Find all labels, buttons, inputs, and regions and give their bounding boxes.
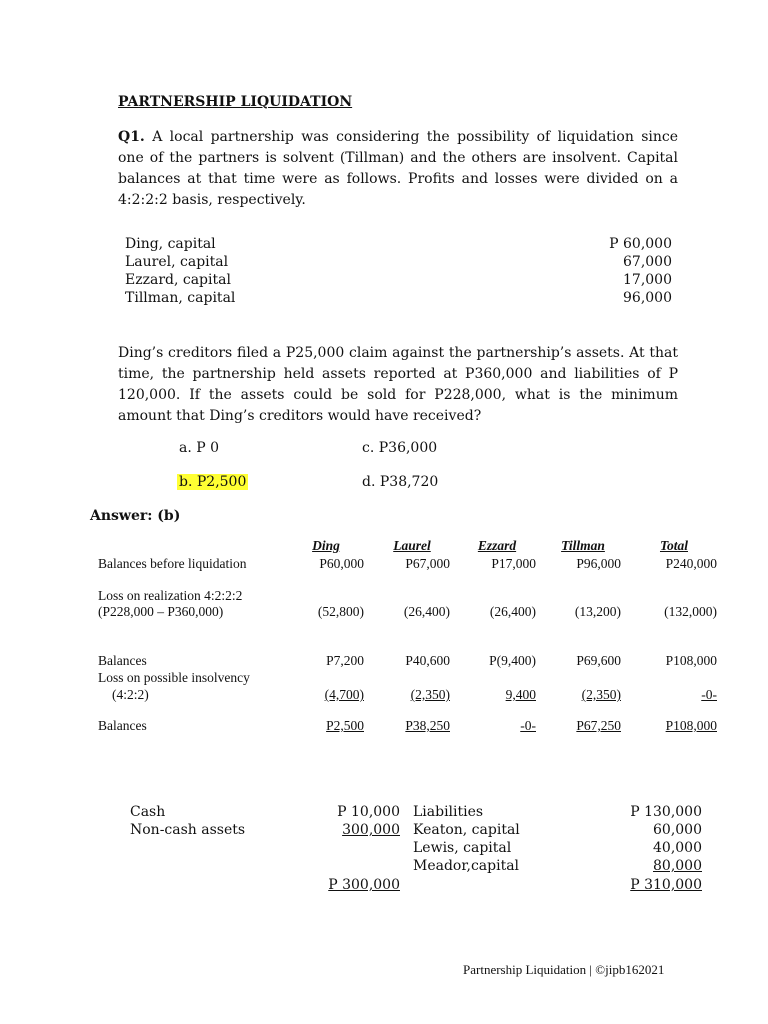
asset-value: 300,000 [342, 822, 400, 838]
choice-d: d. P38,720 [362, 474, 439, 490]
question-number: Q1. [118, 129, 145, 145]
column-header-total: Total [659, 538, 688, 553]
cell: (52,800) [317, 604, 364, 619]
capital-value: P 60,000 [609, 236, 672, 252]
cell: P60,000 [319, 556, 364, 571]
capital-value: 67,000 [623, 254, 672, 270]
cell: (4,700) [324, 687, 364, 702]
cell: -0- [520, 718, 536, 733]
column-header-ding: Ding [312, 538, 340, 553]
cell: P108,000 [665, 653, 717, 668]
cell: P67,250 [576, 718, 621, 733]
liability-label: Keaton, capital [413, 822, 520, 838]
capital-label: Ezzard, capital [125, 272, 231, 288]
cell: (2,350) [581, 687, 621, 702]
choice-b-highlighted: b. P2,500 [179, 474, 247, 490]
column-header-ezzard: Ezzard [477, 538, 517, 553]
choice-a: a. P 0 [179, 440, 220, 456]
cell: P2,500 [326, 718, 364, 733]
capital-value: 17,000 [623, 272, 672, 288]
capital-label: Ding, capital [125, 236, 216, 252]
page-heading: PARTNERSHIP LIQUIDATION [118, 94, 353, 110]
cell: -0- [701, 687, 717, 702]
cell: (132,000) [664, 604, 717, 619]
capital-label: Laurel, capital [125, 254, 229, 270]
column-header-tillman: Tillman [561, 538, 605, 553]
cell: P17,000 [491, 556, 536, 571]
cell: P7,200 [326, 653, 364, 668]
liability-value: 80,000 [653, 858, 702, 874]
question-text: Ding’s creditors filed a P25,000 claim against the partnership’s assets. At that time, the partnership held assets reported at P360,000 and liabilities of P 120,000. If the assets could be sold for P228,000, what is the minimum amount that Ding’s creditors would have received? [118, 345, 678, 424]
row-label: Loss on possible insolvency [98, 670, 250, 685]
cell: P(9,400) [489, 653, 536, 668]
row-sublabel: (P228,000 – P360,000) [98, 604, 224, 619]
cell: (13,200) [574, 604, 621, 619]
row-label: Balances [98, 653, 147, 668]
row-label: Balances [98, 718, 147, 733]
liability-label: Meador,capital [413, 858, 520, 874]
asset-value: P 10,000 [337, 804, 400, 820]
cell: (26,400) [403, 604, 450, 619]
asset-label: Cash [130, 804, 166, 820]
cell: P69,600 [576, 653, 621, 668]
cell: 9,400 [505, 687, 536, 702]
cell: P40,600 [405, 653, 450, 668]
answer-label: Answer: (b) [90, 508, 181, 524]
cell: P108,000 [665, 718, 717, 733]
liability-value: 40,000 [653, 840, 702, 856]
cell: (26,400) [489, 604, 536, 619]
choice-c: c. P36,000 [362, 440, 438, 456]
cell: P96,000 [576, 556, 621, 571]
liability-value: P 130,000 [630, 804, 702, 820]
cell: P38,250 [405, 718, 450, 733]
liability-label: Liabilities [413, 804, 484, 820]
row-label: Balances before liquidation [98, 556, 247, 571]
row-sublabel: (4:2:2) [112, 687, 149, 702]
cell: (2,350) [410, 687, 450, 702]
liability-value: 60,000 [653, 822, 702, 838]
capital-label: Tillman, capital [125, 290, 236, 306]
page-footer: Partnership Liquidation | ©jipb162021 [463, 962, 665, 977]
question-intro [118, 127, 678, 211]
column-header-laurel: Laurel [393, 538, 431, 553]
capital-value: 96,000 [623, 290, 672, 306]
liabilities-total: P 310,000 [630, 877, 702, 893]
liability-label: Lewis, capital [413, 840, 512, 856]
cell: P240,000 [665, 556, 717, 571]
row-label: Loss on realization 4:2:2:2 [98, 588, 243, 603]
asset-label: Non-cash assets [130, 822, 246, 838]
assets-total: P 300,000 [328, 877, 400, 893]
question-intro-text: A local partnership was considering the possibility of liquidation since one of the partners is solvent (Tillman) and the others are insolvent. Capital balances at that time were as follows. Profits and losses were divided on a 4:2:2:2 basis, respectively. [118, 129, 679, 208]
cell: P67,000 [405, 556, 450, 571]
